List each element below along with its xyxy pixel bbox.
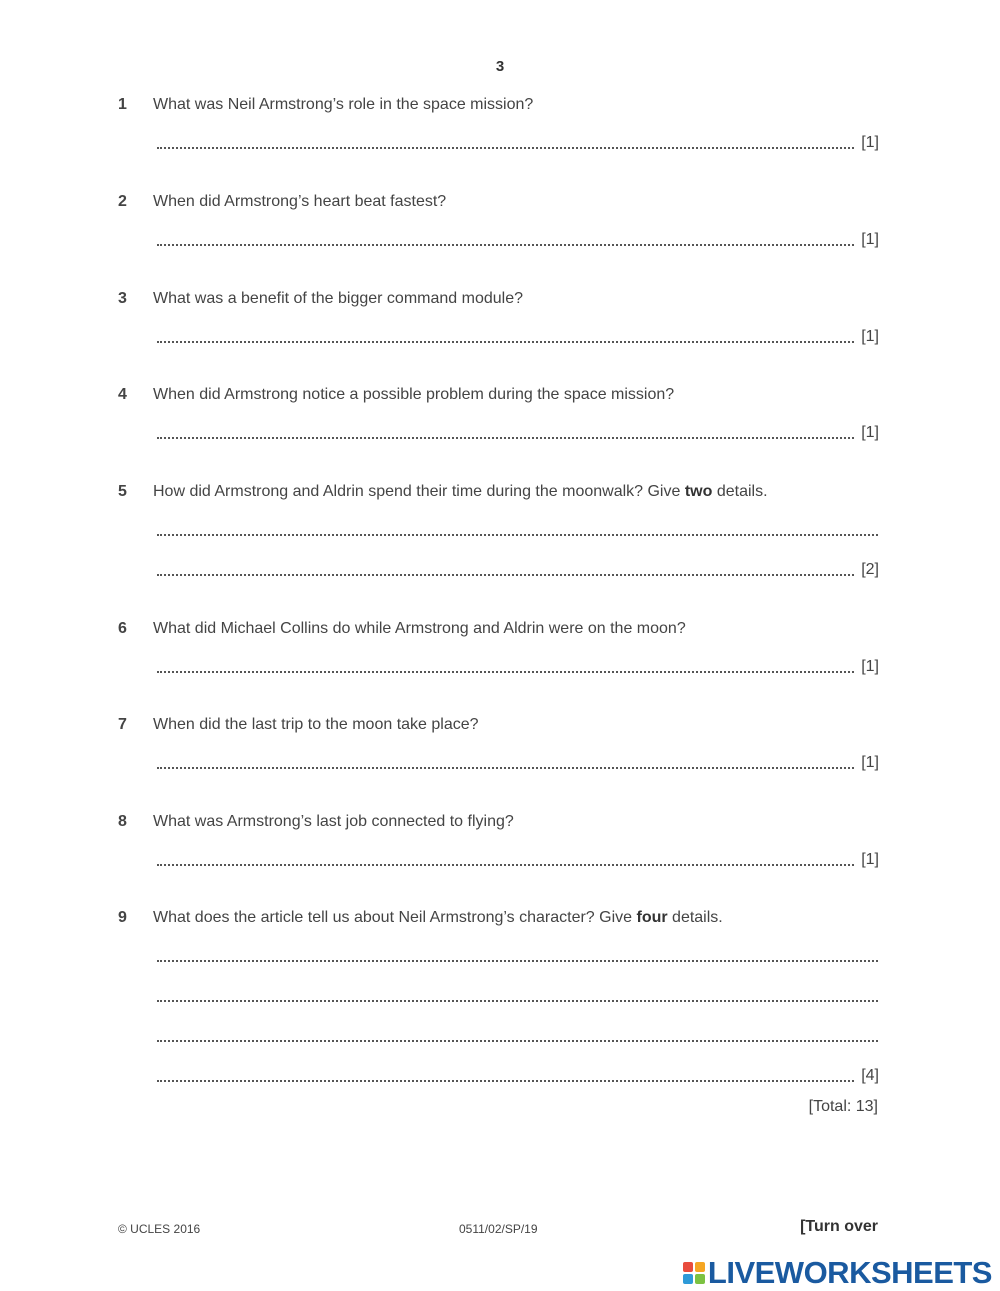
question-number: 3 (118, 290, 127, 307)
answer-line[interactable] (157, 851, 879, 871)
answer-line[interactable] (157, 658, 879, 678)
answer-line[interactable] (157, 1027, 879, 1047)
question-text: What was Neil Armstrong’s role in the space mission? (153, 96, 534, 113)
liveworksheets-logo (683, 1255, 992, 1291)
question-number: 8 (118, 813, 127, 830)
question-number: 4 (118, 386, 127, 403)
question-text: When did the last trip to the moon take place? (153, 716, 479, 733)
mark-allocation: [2] (861, 561, 879, 578)
mark-allocation: [4] (861, 1067, 879, 1084)
question-text: What did Michael Collins do while Armstrong and Aldrin were on the moon? (153, 620, 686, 637)
turn-over-label: [Turn over (800, 1218, 878, 1235)
question-text: What was a benefit of the bigger command module? (153, 290, 523, 307)
question-number: 2 (118, 193, 127, 210)
question-number: 5 (118, 483, 127, 500)
logo-blocks-icon (683, 1262, 705, 1284)
mark-allocation: [1] (861, 754, 879, 771)
answer-line[interactable] (157, 231, 879, 251)
emphasis-word: two (684, 483, 713, 500)
mark-allocation: [1] (861, 328, 879, 345)
brand-name: LIVEWORKSHEETS (707, 1255, 992, 1290)
answer-line[interactable] (157, 754, 879, 774)
answer-line[interactable] (157, 1067, 879, 1087)
answer-line[interactable] (157, 987, 879, 1007)
question-text: When did Armstrong’s heart beat fastest? (153, 193, 447, 210)
mark-allocation: [1] (861, 851, 879, 868)
answer-line[interactable] (157, 521, 879, 541)
question-text: What was Armstrong’s last job connected to flying? (153, 813, 514, 830)
copyright-notice: © UCLES 2016 (118, 1222, 201, 1236)
question-number: 6 (118, 620, 127, 637)
answer-line[interactable] (157, 134, 879, 154)
emphasis-word: four (636, 909, 668, 926)
page-number: 3 (495, 58, 505, 75)
question-number: 7 (118, 716, 127, 733)
question-text: When did Armstrong notice a possible problem during the space mission? (153, 386, 675, 403)
question-number: 1 (118, 96, 127, 113)
answer-line[interactable] (157, 328, 879, 348)
paper-code: 0511/02/SP/19 (459, 1222, 538, 1236)
mark-allocation: [1] (861, 231, 879, 248)
question-number: 9 (118, 909, 127, 926)
mark-allocation: [1] (861, 424, 879, 441)
answer-line[interactable] (157, 424, 879, 444)
mark-allocation: [1] (861, 658, 879, 675)
question-text: How did Armstrong and Aldrin spend their time during the moonwalk? Give two details. (153, 483, 768, 500)
question-text: What does the article tell us about Neil Armstrong’s character? Give four details. (153, 909, 723, 926)
total-marks: [Total: 13] (808, 1098, 878, 1115)
mark-allocation: [1] (861, 134, 879, 151)
answer-line[interactable] (157, 947, 879, 967)
answer-line[interactable] (157, 561, 879, 581)
